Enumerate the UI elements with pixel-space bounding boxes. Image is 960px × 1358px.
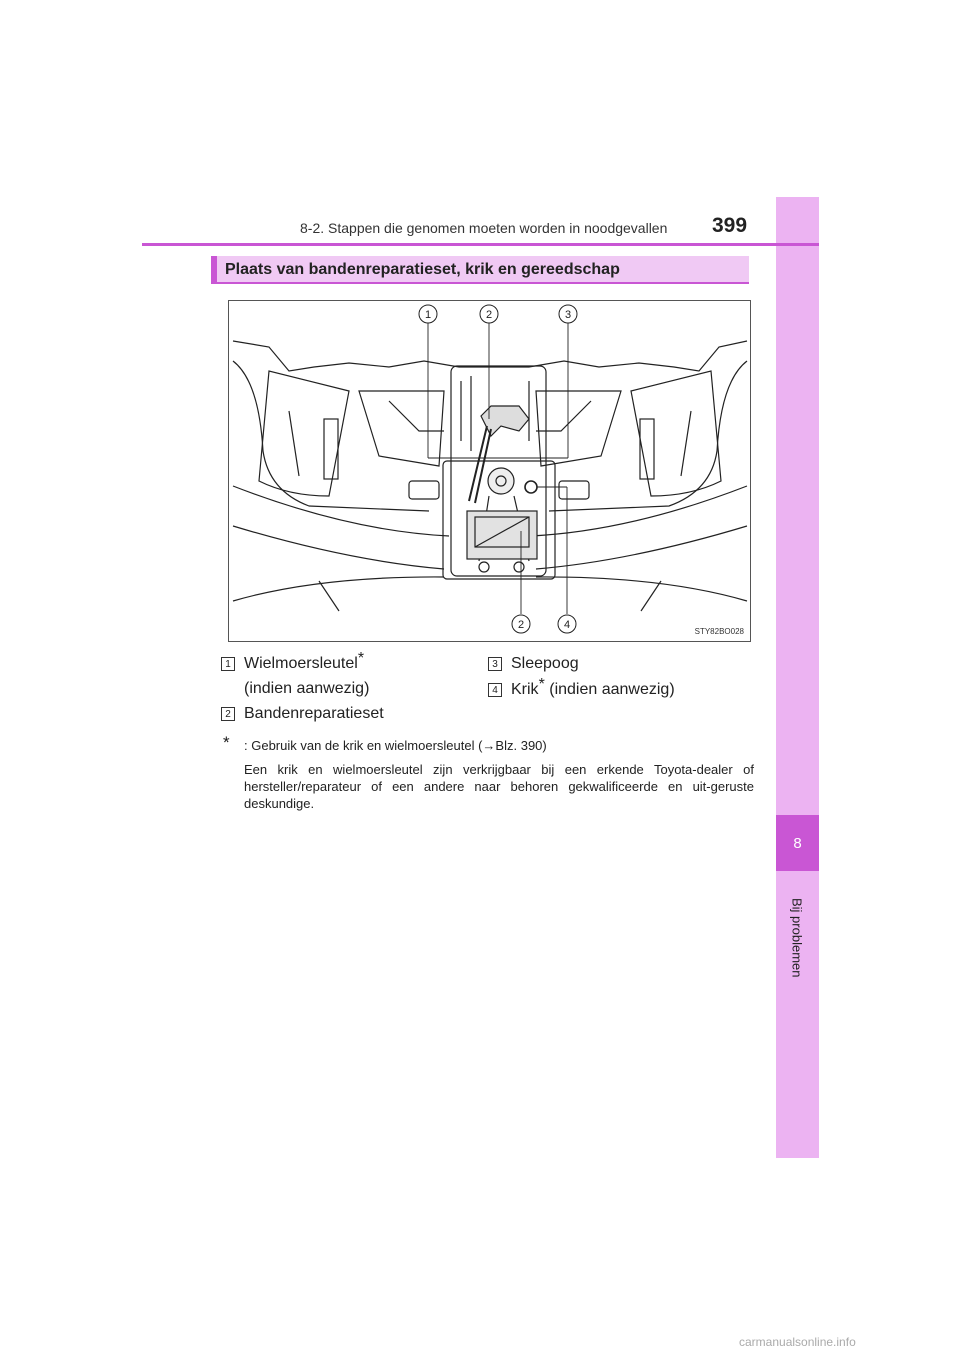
callout-top-1: 1 bbox=[424, 309, 432, 321]
legend-label-2: Bandenreparatieset bbox=[244, 705, 384, 722]
legend-item-3 bbox=[488, 655, 728, 677]
page-number: 399 bbox=[712, 214, 748, 237]
footnote-paragraph: Een krik en wielmoersleutel zijn verkrijgbaar bij een erkende Toyota-dealer of hersteller/reparateur of een andere naar behoren gekwalificeerde en uit-geruste deskundige. bbox=[244, 762, 754, 811]
footnote-marker: * bbox=[223, 733, 230, 752]
legend-suffix-4: (indien aanwezig) bbox=[544, 681, 675, 698]
legend-item-1 bbox=[221, 650, 461, 700]
chapter-number: 8 bbox=[776, 815, 819, 871]
legend-item-4 bbox=[488, 676, 748, 703]
legend-label-3: Sleepoog bbox=[511, 655, 579, 672]
legend-item-2 bbox=[221, 705, 461, 727]
callout-bottom-4: 4 bbox=[563, 619, 571, 631]
callout-top-3: 3 bbox=[564, 309, 572, 321]
legend-badge-1: 1 bbox=[221, 657, 235, 671]
asterisk-marker: * bbox=[357, 650, 365, 667]
figure-code: STY82BO028 bbox=[694, 627, 744, 636]
legend-badge-3: 3 bbox=[488, 657, 502, 671]
legend-label-1: Wielmoersleutel bbox=[244, 655, 358, 672]
legend-line2-1: (indien aanwezig) bbox=[244, 680, 370, 697]
running-header: 8-2. Stappen die genomen moeten worden in noodgevallen bbox=[300, 220, 668, 236]
legend-label-4: Krik bbox=[511, 681, 539, 698]
trunk-drawing bbox=[229, 301, 752, 643]
footnote-first-line: : Gebruik van de krik en wielmoersleutel (→Blz. 390) bbox=[244, 738, 547, 753]
legend-badge-2: 2 bbox=[221, 707, 235, 721]
header-rule bbox=[142, 243, 819, 246]
callout-bottom-2: 2 bbox=[517, 619, 525, 631]
chapter-title: Bij problemen bbox=[789, 898, 805, 978]
trunk-illustration bbox=[228, 300, 751, 642]
section-title: Plaats van bandenreparatieset, krik en gereedschap bbox=[225, 261, 620, 278]
chapter-side-tab bbox=[776, 197, 819, 1158]
callout-top-2: 2 bbox=[485, 309, 493, 321]
legend-badge-4: 4 bbox=[488, 683, 502, 697]
watermark: carmanualsonline.info bbox=[739, 1335, 856, 1349]
asterisk-marker: * bbox=[538, 676, 545, 693]
